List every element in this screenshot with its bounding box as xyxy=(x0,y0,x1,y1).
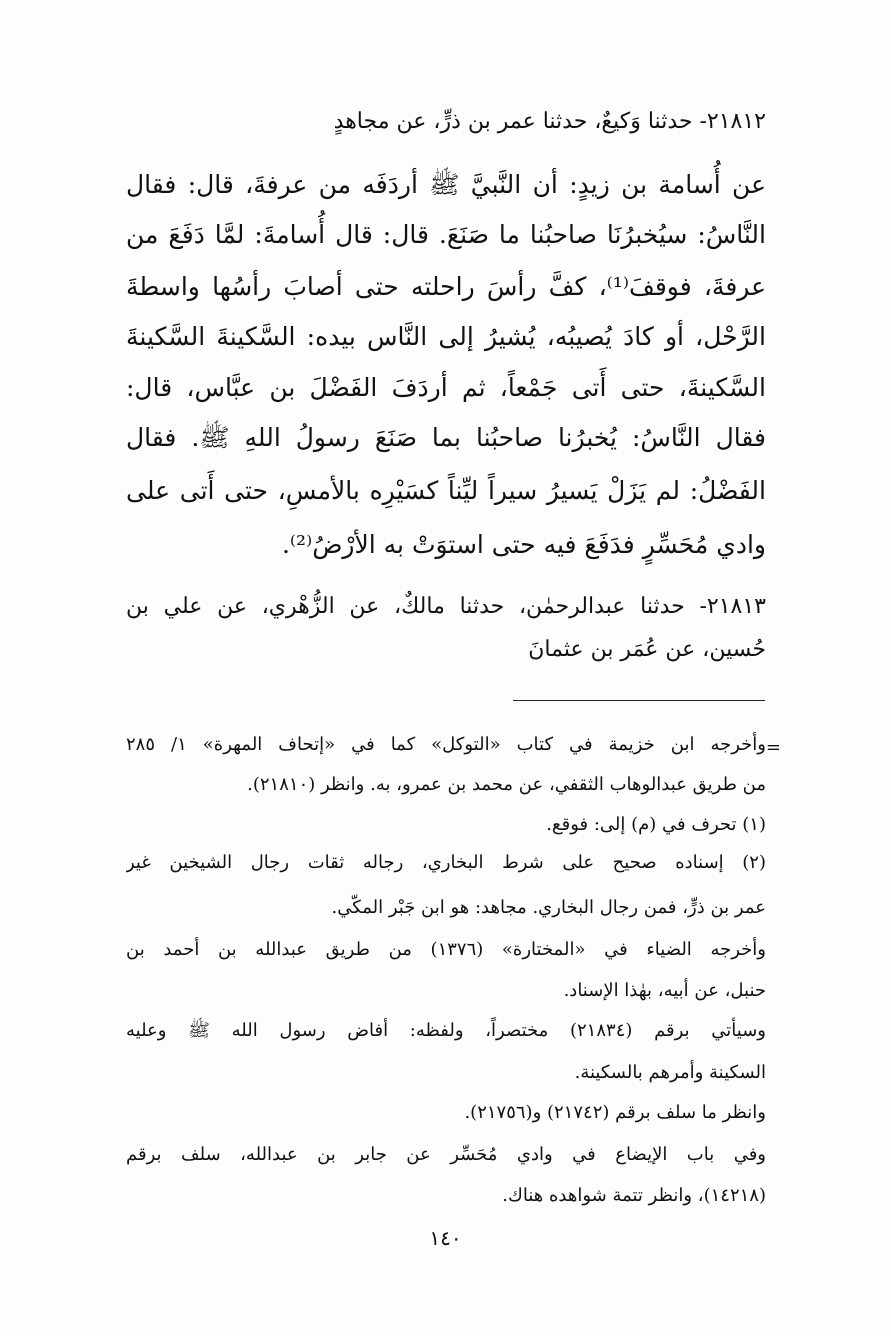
footnote-1: (١) تحرف في (م) إلى: فوقع. xyxy=(546,814,766,835)
footnote-line: السكينة وأمرهم بالسكينة. xyxy=(574,1062,766,1083)
hadith-21812-line: السَّكينةَ، حتى أَتى جَمْعاً، ثم أردَفَ الفَضْلَ بن عبَّاس، قال: xyxy=(126,373,766,402)
hadith-21812-line: فقال النَّاسُ: يُخبرُنا صاحبُنا بما صَنَعَ رسولُ اللهِ ﷺ. فقال xyxy=(126,423,766,452)
footnote-line: وانظر ما سلف برقم (٢١٧٤٢) و(٢١٧٥٦). xyxy=(464,1102,766,1123)
page-number: ١٤٠ xyxy=(429,1226,462,1250)
footnote-2: (٢) إسناده صحيح على شرط البخاري، رجاله ثقات رجال الشيخين غير xyxy=(126,852,766,873)
hadith-21812-line: وادي مُحَسِّرٍ فدَفَعَ فيه حتى استوَتْ به الأرْضُ⁽²⁾. xyxy=(281,530,766,559)
footnote-continuation-marker: = xyxy=(765,737,781,758)
footnote-line: وسيأتي برقم (٢١٨٣٤) مختصراً، ولفظه: أفاض رسول الله ﷺ وعليه xyxy=(126,1020,766,1041)
footnote-line: وأخرجه ابن خزيمة في كتاب «التوكل» كما في «إتحاف المهرة» ١/ ٢٨٥ xyxy=(126,734,766,755)
footnote-line: وفي باب الإيضاع في وادي مُحَسِّر عن جابر بن عبدالله، سلف برقم xyxy=(126,1144,766,1165)
footnote-separator xyxy=(513,700,765,701)
footnote-line: وأخرجه الضياء في «المختارة» (١٣٧٦) من طريق عبدالله بن أحمد بن xyxy=(126,939,766,960)
footnote-line: (١٤٢١٨)، وانظر تتمة شواهده هناك. xyxy=(502,1185,766,1206)
hadith-21813-heading: ٢١٨١٣- حدثنا عبدالرحمٰن، حدثنا مالكٌ، عن الزُّهْري، عن علي بن xyxy=(126,594,766,619)
hadith-21812-line: النَّاسُ: سيُخبرُنَا صاحبُنا ما صَنَعَ. قال: قال أُسامةَ: لمَّا دَفَعَ من xyxy=(126,220,766,249)
hadith-21813-line: حُسين، عن عُمَر بن عثمانَ xyxy=(528,637,766,662)
hadith-21812-line: عرفةَ، فوقفَ⁽¹⁾، كفَّ رأسَ راحلته حتى أصابَ رأسُها واسطةَ xyxy=(126,272,766,301)
hadith-21812-heading: ٢١٨١٢- حدثنا وَكيعٌ، حدثنا عمر بن ذرٍّ، عن مجاهدٍ xyxy=(333,109,766,134)
hadith-21812-line: عن أُسامة بن زيدٍ: أن النَّبيَّ ﷺ أردَفَه من عرفةَ، قال: فقال xyxy=(126,170,766,199)
footnote-line: حنبل، عن أبيه، بهٰذا الإسناد. xyxy=(563,980,766,1001)
footnote-line: عمر بن ذرٍّ، فمن رجال البخاري. مجاهد: هو ابن جَبْر المكّي. xyxy=(331,897,766,918)
hadith-21812-line: الفَضْلُ: لم يَزَلْ يَسيرُ سيراً ليِّناً كسَيْرِه بالأمسِ، حتى أَتى على xyxy=(126,476,766,505)
hadith-21812-line: الرَّحْل، أو كادَ يُصيبُه، يُشيرُ إلى النَّاس بيده: السَّكينةَ السَّكينةَ xyxy=(126,322,766,351)
footnote-line: من طريق عبدالوهاب الثقفي، عن محمد بن عمرو، به. وانظر (٢١٨١٠). xyxy=(247,774,766,795)
